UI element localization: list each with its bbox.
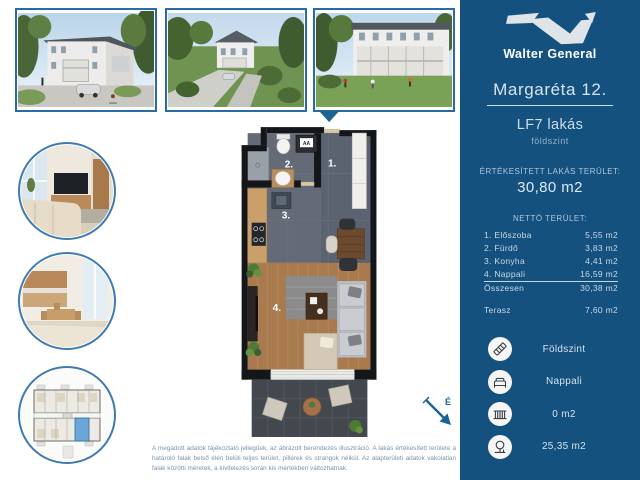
project-title: Margaréta 12. bbox=[493, 80, 607, 99]
key-plan-image bbox=[21, 369, 113, 461]
feature-label: Nappali bbox=[545, 376, 582, 388]
building-render-1-image bbox=[18, 11, 154, 109]
brand-name: Walter General bbox=[503, 47, 597, 61]
unit-name: LF7 lakás bbox=[516, 117, 584, 133]
feature-balcony bbox=[460, 398, 640, 431]
room-area: 4,41 m2 bbox=[585, 255, 618, 266]
room-label-2: 2. bbox=[284, 159, 294, 171]
stove bbox=[252, 223, 266, 246]
balcony-icon bbox=[488, 402, 512, 426]
table-row bbox=[484, 228, 618, 241]
feature-label: 25,35 m2 bbox=[541, 441, 587, 453]
feature-floor bbox=[460, 333, 640, 366]
floor-plan-drawing bbox=[226, 110, 380, 440]
highlighted-unit-marker bbox=[75, 418, 89, 441]
entrance-arrow-icon bbox=[319, 111, 339, 122]
key-plan-highlighted-unit bbox=[18, 366, 116, 464]
kitchen-dining-image bbox=[21, 255, 113, 347]
info-sidebar bbox=[460, 0, 640, 480]
feature-list bbox=[460, 333, 640, 463]
north-arrow bbox=[418, 392, 464, 442]
net-area-table bbox=[484, 228, 618, 316]
interior-render-living-room bbox=[18, 142, 116, 240]
tv bbox=[256, 296, 258, 331]
room-name: 4. Nappali bbox=[484, 269, 526, 280]
coffee-table bbox=[306, 293, 327, 319]
room-area: 3,83 m2 bbox=[585, 242, 618, 253]
floor-name: földszint bbox=[531, 136, 569, 146]
tree-icon bbox=[488, 435, 512, 459]
total-area: 30,38 m2 bbox=[580, 283, 618, 294]
dining-chair bbox=[339, 219, 355, 230]
terrace-row bbox=[484, 303, 618, 316]
title-divider bbox=[487, 105, 613, 106]
feature-label: Földszint bbox=[542, 343, 586, 355]
bathroom-door bbox=[301, 182, 314, 186]
washbasin bbox=[275, 171, 290, 185]
dining-table bbox=[337, 229, 364, 259]
sold-area-label: ÉRTÉKESÍTETT LAKÁS TERÜLET: bbox=[479, 167, 621, 176]
building-render-street-view bbox=[15, 8, 157, 112]
total-label: Összesen bbox=[484, 283, 525, 294]
entrance-door bbox=[324, 129, 339, 133]
shower-tray bbox=[248, 147, 269, 183]
building-render-2-image bbox=[168, 11, 304, 109]
terrace-area: 7,60 m2 bbox=[585, 304, 618, 315]
building-render-3-image bbox=[316, 11, 452, 109]
table-row bbox=[484, 268, 618, 282]
washer-label: AA bbox=[302, 140, 311, 147]
stairs-icon bbox=[488, 337, 512, 361]
net-area-label: NETTÓ TERÜLET: bbox=[513, 214, 587, 223]
room-name: 1. Előszoba bbox=[484, 229, 532, 240]
walter-general-logo-icon bbox=[501, 12, 599, 45]
room-label-3: 3. bbox=[281, 210, 291, 222]
living-room-image bbox=[21, 145, 113, 237]
dining-chair bbox=[339, 258, 357, 271]
room-name: 3. Konyha bbox=[484, 255, 525, 266]
room-area: 5,55 m2 bbox=[585, 229, 618, 240]
building-render-garden-view bbox=[313, 8, 455, 112]
room-area: 16,59 m2 bbox=[580, 269, 618, 280]
north-label: É bbox=[444, 397, 452, 407]
terrace-chair bbox=[329, 385, 352, 407]
feature-label: 0 m2 bbox=[552, 408, 576, 420]
building-render-aerial-view bbox=[165, 8, 307, 112]
room-name: 2. Fürdő bbox=[484, 242, 519, 253]
terrace-label: Terasz bbox=[484, 304, 511, 315]
apartment-floor-plan bbox=[226, 110, 380, 440]
bed-icon bbox=[488, 370, 512, 394]
dining-chair bbox=[326, 236, 337, 253]
toilet bbox=[277, 139, 290, 154]
interior-render-kitchen-dining bbox=[18, 252, 116, 350]
total-row bbox=[484, 282, 618, 295]
wardrobe bbox=[352, 133, 366, 208]
sold-area-value: 30,80 m2 bbox=[517, 179, 583, 196]
room-label-1: 1. bbox=[327, 158, 337, 170]
room-label-4: 4. bbox=[272, 303, 282, 315]
feature-garden bbox=[460, 431, 640, 464]
table-row bbox=[484, 241, 618, 254]
disclaimer-text: A megadott adatok tájékoztató jellegűek, az ábrázolt berendezés illusztráció. A lakás értékesített területe a határoló falak belső élén belüli teljes terület, pillérek és strangok nélkül. Az alapterületi adatok vakolatlan falak közötti méretek, a kivitelezés során kis mértékben változhatnak. bbox=[152, 445, 456, 472]
feature-room bbox=[460, 366, 640, 399]
table-row bbox=[484, 254, 618, 267]
